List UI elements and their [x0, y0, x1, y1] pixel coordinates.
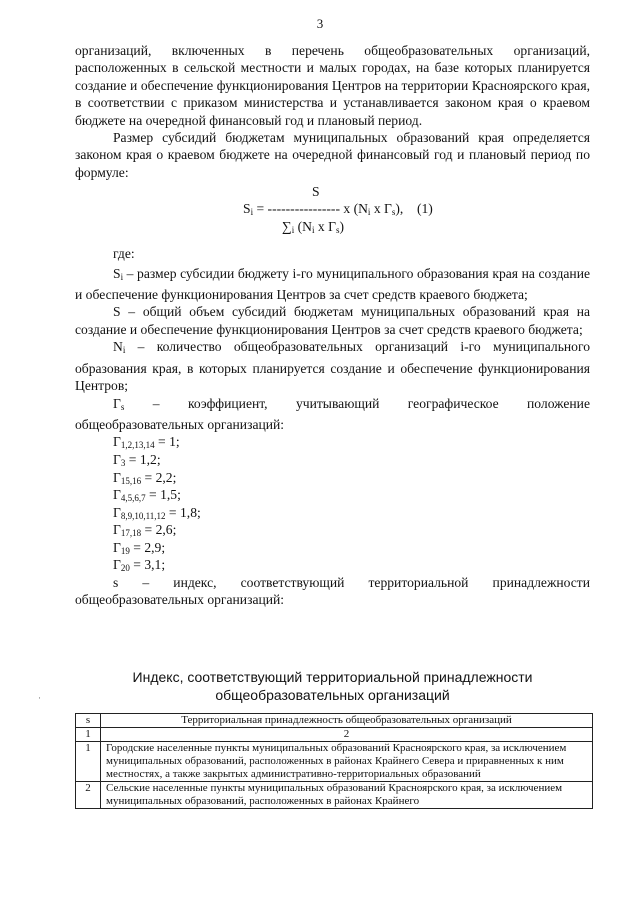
formula-main-line: Si = ---------------- x (Ni x Гs), (1): [243, 201, 433, 218]
formula-numerator: S: [312, 184, 320, 200]
def-s: S – общий объем субсидий бюджетам муниципальных образований края на создание и обеспечение функционирования Центров за счет средств краевого бюджета;: [75, 304, 590, 337]
table-title-line-1: Индекс, соответствующий территориальной принадлежности: [132, 669, 533, 685]
table-title-line-2: общеобразовательных организаций: [215, 687, 450, 703]
column-number-1: 1: [76, 728, 101, 742]
paragraph-subsidy-size: Размер субсидий бюджетам муниципальных образований края определяется законом края о краевом бюджете на очередной финансовый год и плановый период по формуле:: [75, 130, 590, 180]
header-s: s: [76, 714, 101, 728]
row-territory-text: Городские населенные пункты муниципальных образований Красноярского края, за исключением муниципальных образований, расположенных в районах Крайнего Севера и приравненных к ним местностях, а также закрытых административно-территориальных образований: [101, 742, 593, 782]
index-table: [75, 713, 593, 809]
column-number-2: 2: [101, 728, 593, 742]
def-gs: Гs – коэффициент, учитывающий географическое положение общеобразовательных организаций:: [75, 395, 590, 432]
paragraph-continuation: организаций, включенных в перечень общеобразовательных организаций, расположенных в сельской местности и малых городах, на базе которых планируется создание и обеспечение функционирования Центров на территории Красноярского края, в соответствии с приказом министерства и устанавливается законом края о краевом бюджете на очередной финансовый год и плановый период.: [75, 43, 590, 128]
def-ni: Ni – количество общеобразовательных организаций i-го муниципального образования края, в которых планируется создание и обеспечение функционирования Центров;: [75, 339, 590, 394]
coefficient-item: $Г_{4,5,6,7} = 1,5$;: [113, 487, 181, 504]
header-territory: Территориальная принадлежность общеобразовательных организаций: [101, 714, 593, 728]
document-body: [75, 42, 590, 609]
coefficient-item: $Г_{15,16} = 2,2$;: [113, 469, 177, 486]
formula-number: (1): [416, 201, 433, 217]
coefficient-item: $Г_{19} = 2,9$;: [113, 539, 166, 556]
coefficient-item: $Г_3 = 1,2$;: [113, 451, 161, 468]
table-numbering-row: [76, 728, 593, 742]
coefficient-item: $Г_{8,9,10,11,12} = 1,8$;: [113, 504, 201, 521]
table-title: [75, 668, 590, 704]
page-number: 3: [316, 16, 324, 31]
formula-1: [75, 183, 590, 241]
margin-mark: ·: [38, 693, 41, 703]
table-row: [76, 782, 593, 809]
def-s-index: s – индекс, соответствующий территориальной принадлежности общеобразовательных организаций:: [75, 575, 590, 608]
formula-denominator: ∑i (Ni x Гs): [282, 219, 344, 236]
table-header-row: [76, 714, 593, 728]
row-s-value: 1: [76, 742, 101, 782]
row-s-value: 2: [76, 782, 101, 809]
coefficient-item: $Г_{1,2,13,14} = 1$;: [113, 434, 180, 451]
coefficient-item: $Г_{20} = 3,1$;: [113, 557, 166, 574]
row-territory-text: Сельские населенные пункты муниципальных образований Красноярского края, за исключением муниципальных образований, расположенных в районах Крайнего: [101, 782, 593, 809]
def-si: Si – размер субсидии бюджету i-го муниципального образования края на создание и обеспечение функционирования Центров за счет средств краевого бюджета;: [75, 265, 590, 303]
table-row: [76, 742, 593, 782]
coefficient-list: [75, 433, 590, 574]
coefficient-item: $Г_{17,18} = 2,6$;: [113, 522, 177, 539]
where-label: где:: [113, 246, 135, 262]
